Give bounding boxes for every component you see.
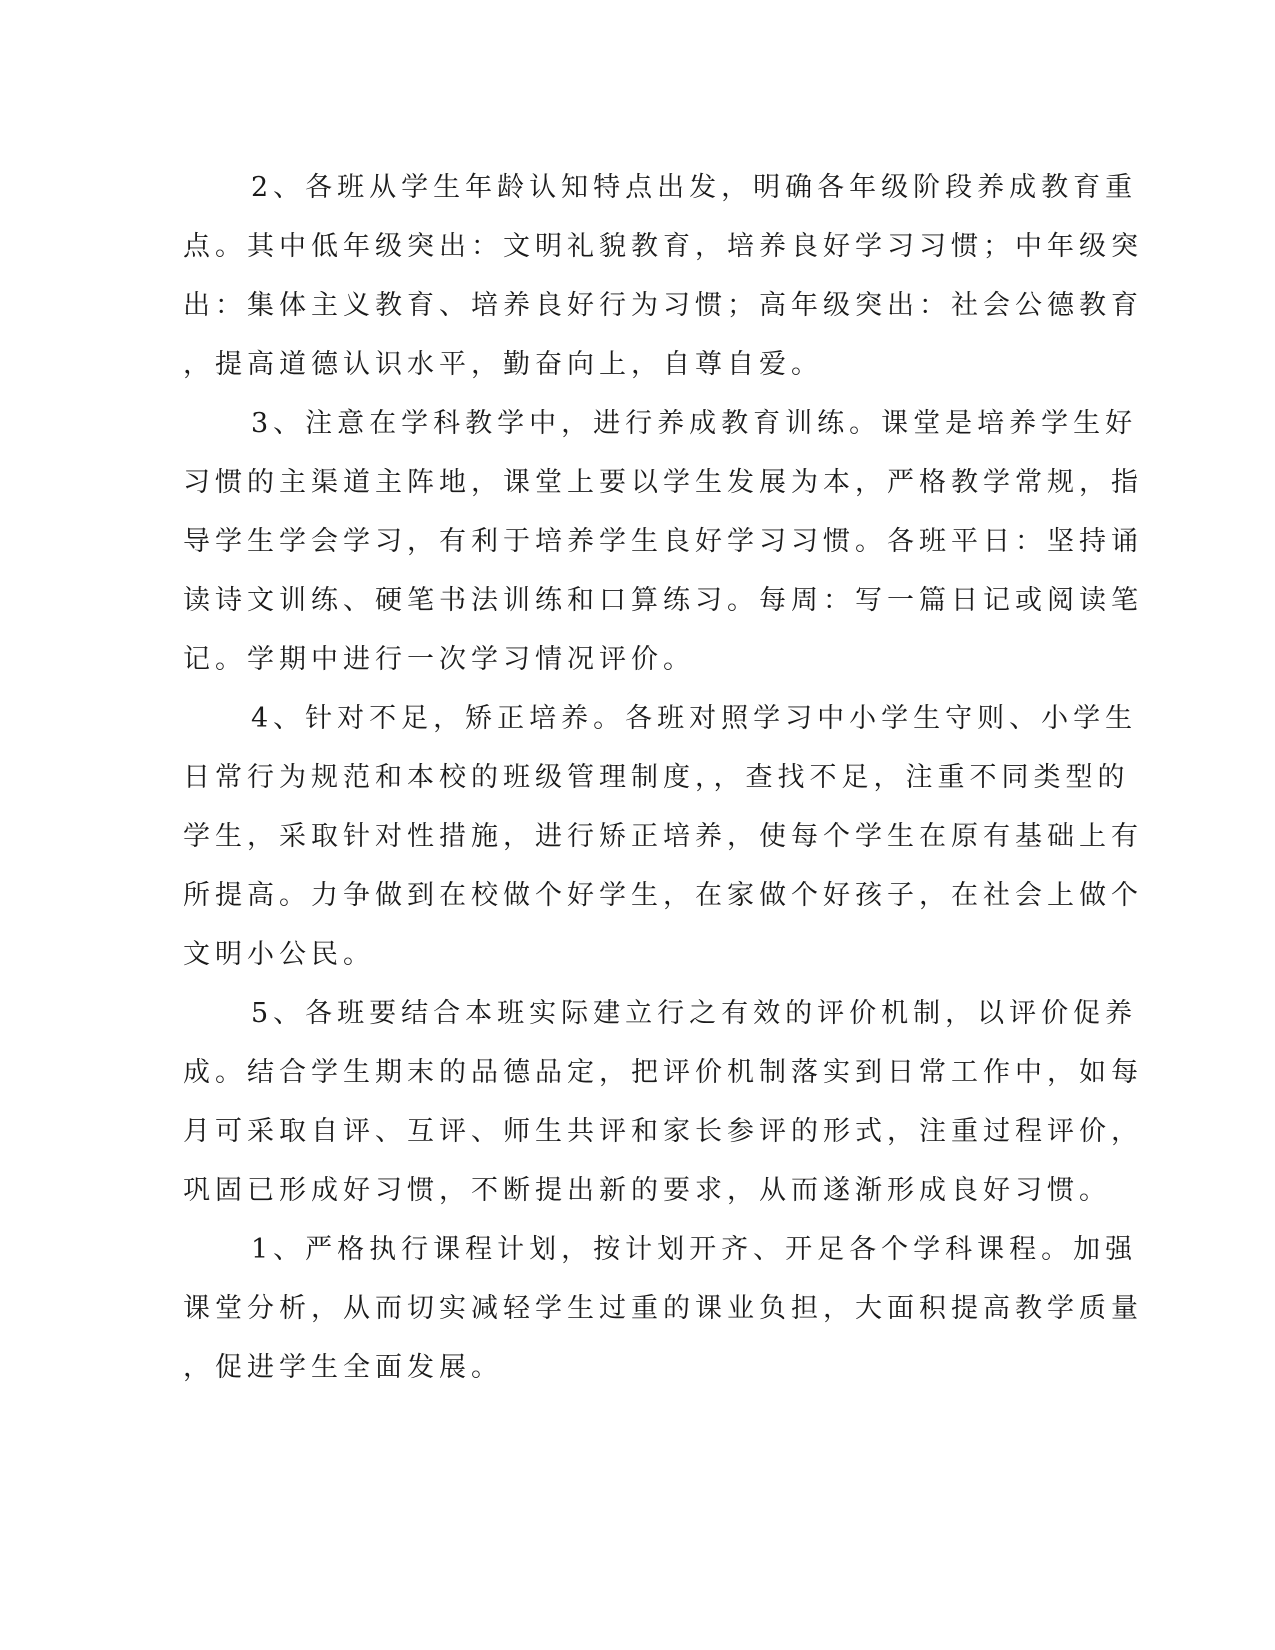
paragraph-5 bbox=[183, 984, 1143, 1220]
text-line: 所提高。力争做到在校做个好学生，在家做个好孩子，在社会上做个 bbox=[183, 880, 1143, 911]
text-line: 记。学期中进行一次学习情况评价。 bbox=[183, 644, 695, 675]
text-line: 4、针对不足，矫正培养。各班对照学习中小学生守则、小学生 bbox=[251, 703, 1138, 734]
text-line: 课堂分析，从而切实减轻学生过重的课业负担，大面积提高教学质量 bbox=[183, 1293, 1143, 1324]
paragraph-3 bbox=[183, 394, 1143, 689]
text-line: 出：集体主义教育、培养良好行为习惯；高年级突出：社会公德教育 bbox=[183, 290, 1143, 321]
paragraph-2 bbox=[183, 158, 1143, 394]
text-line: 读诗文训练、硬笔书法训练和口算练习。每周：写一篇日记或阅读笔 bbox=[183, 585, 1143, 616]
text-line: 成。结合学生期末的品德品定，把评价机制落实到日常工作中，如每 bbox=[183, 1057, 1143, 1088]
text-line: 2、各班从学生年龄认知特点出发，明确各年级阶段养成教育重 bbox=[251, 172, 1138, 203]
text-line: 1、严格执行课程计划，按计划开齐、开足各个学科课程。加强 bbox=[251, 1234, 1138, 1265]
paragraph-1 bbox=[183, 1220, 1143, 1397]
text-line: ，促进学生全面发展。 bbox=[183, 1352, 503, 1383]
document-body bbox=[183, 158, 1143, 1397]
text-line: 习惯的主渠道主阵地，课堂上要以学生发展为本，严格教学常规，指 bbox=[183, 467, 1143, 498]
text-line: 点。其中低年级突出：文明礼貌教育，培养良好学习习惯；中年级突 bbox=[183, 231, 1143, 262]
paragraph-4 bbox=[183, 689, 1143, 984]
text-line: 5、各班要结合本班实际建立行之有效的评价机制，以评价促养 bbox=[251, 998, 1138, 1029]
text-line: 巩固已形成好习惯，不断提出新的要求，从而遂渐形成良好习惯。 bbox=[183, 1175, 1111, 1206]
text-line: ，提高道德认识水平，勤奋向上，自尊自爱。 bbox=[183, 349, 823, 380]
text-line: 月可采取自评、互评、师生共评和家长参评的形式，注重过程评价， bbox=[183, 1116, 1143, 1147]
text-line: 学生，采取针对性措施，进行矫正培养，使每个学生在原有基础上有 bbox=[183, 821, 1143, 852]
text-line: 导学生学会学习，有利于培养学生良好学习习惯。各班平日：坚持诵 bbox=[183, 526, 1143, 557]
text-line: 文明小公民。 bbox=[183, 939, 375, 970]
text-line: 日常行为规范和本校的班级管理制度，，查找不足，注重不同类型的 bbox=[183, 762, 1130, 793]
text-line: 3、注意在学科教学中，进行养成教育训练。课堂是培养学生好 bbox=[251, 408, 1138, 439]
